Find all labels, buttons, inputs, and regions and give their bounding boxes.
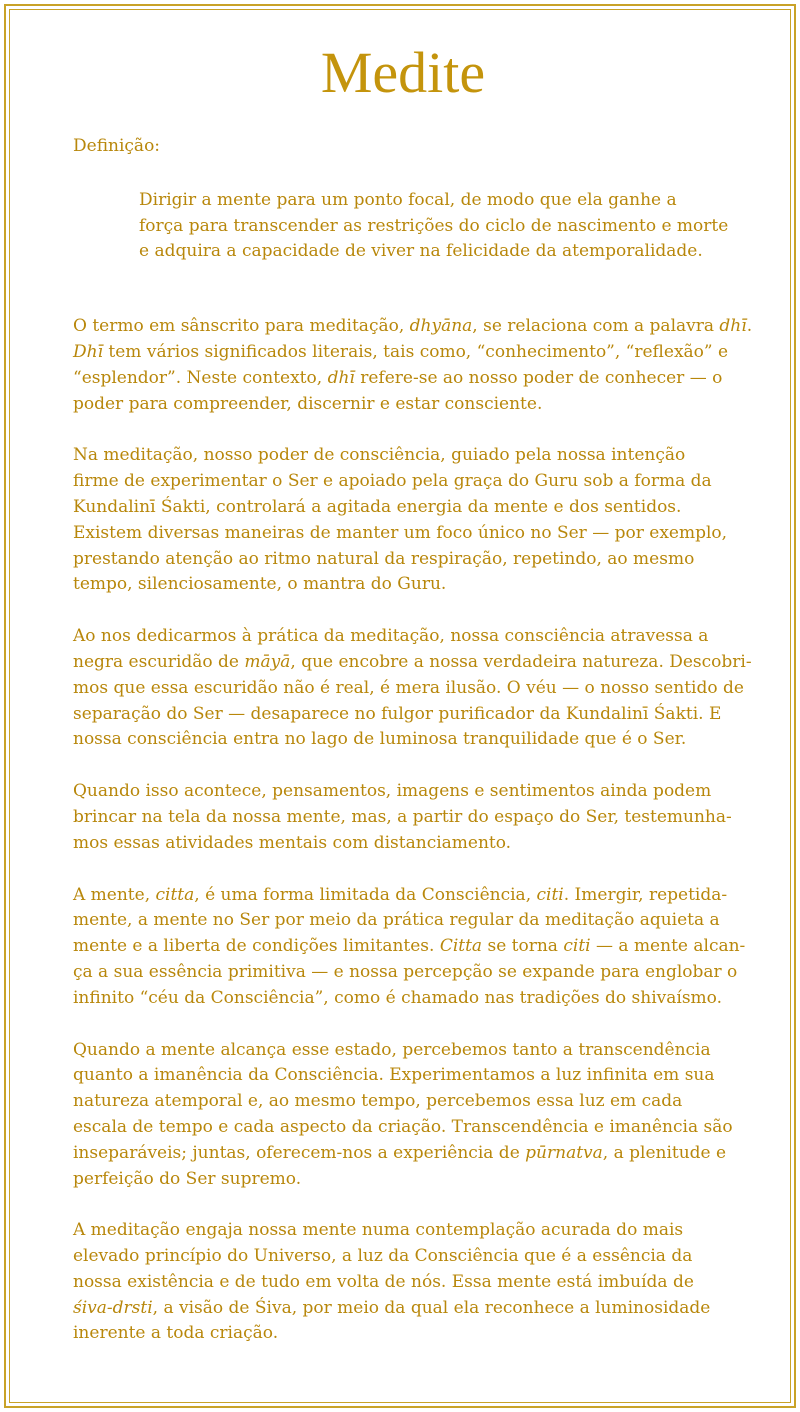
paragraph-line: Quando a mente alcança esse estado, percebemos tanto a transcendência: [73, 1039, 711, 1060]
paragraph-line: inseparáveis; juntas, oferecem-nos a experiência de pūrnatva, a plenitude e: [73, 1142, 727, 1163]
term-siva-drsti: śiva-drsti: [73, 1297, 153, 1318]
definition-label: Definição:: [73, 136, 161, 156]
paragraph-line: firme de experimentar o Ser e apoiado pela graça do Guru sob a forma da: [73, 471, 712, 492]
term-dhi: dhī: [327, 367, 355, 388]
paragraph-line: mos essas atividades mentais com distanciamento.: [73, 832, 512, 853]
paragraph-line: “esplendor”. Neste contexto, dhī refere-se ao nosso poder de conhecer — o: [73, 367, 723, 388]
paragraph-line: quanto a imanência da Consciência. Experimentamos a luz infinita em sua: [73, 1065, 715, 1086]
definition-text: [139, 188, 729, 265]
term-citta: citta: [155, 884, 195, 905]
paragraph-line: mos que essa escuridão não é real, é mera ilusão. O véu — o nosso sentido de: [73, 677, 744, 698]
paragraph-line: tempo, silenciosamente, o mantra do Guru.: [73, 574, 447, 595]
paragraph-maya: [73, 624, 752, 753]
paragraph-siva-drsti: [73, 1218, 733, 1347]
paragraph-line: śiva-drsti, a visão de Śiva, por meio da qual ela reconhece a luminosidade: [73, 1297, 711, 1318]
paragraph-transcendencia: [73, 1038, 733, 1193]
paragraph-line: poder para compreender, discernir e estar consciente.: [73, 393, 543, 414]
term-maya: māyā: [244, 651, 291, 672]
paragraph-line: A mente, citta, é uma forma limitada da Consciência, citi. Imergir, repetida-: [73, 884, 728, 905]
document-content: [73, 38, 753, 1373]
term-purnatva: pūrnatva: [525, 1142, 603, 1163]
paragraph-line: separação do Ser — desaparece no fulgor purificador da Kundalinī Śakti. E: [73, 703, 722, 724]
definition-line: força para transcender as restrições do ciclo de nascimento e morte: [139, 215, 729, 236]
paragraph-line: perfeição do Ser supremo.: [73, 1168, 302, 1189]
definition-line: e adquira a capacidade de viver na felicidade da atemporalidade.: [139, 241, 703, 262]
term-dhi: dhī: [719, 316, 747, 337]
paragraph-line: negra escuridão de māyā, que encobre a nossa verdadeira natureza. Descobri-: [73, 651, 752, 672]
paragraph-line: nossa existência e de tudo em volta de nós. Essa mente está imbuída de: [73, 1271, 694, 1292]
paragraph-line: infinito “céu da Consciência”, como é chamado nas tradições do shivaísmo.: [73, 987, 723, 1008]
paragraph-line: ça a sua essência primitiva — e nossa percepção se expande para englobar o: [73, 961, 738, 982]
paragraph-line: A meditação engaja nossa mente numa contemplação acurada do mais: [73, 1220, 684, 1241]
paragraph-dhyana: [73, 314, 753, 417]
term-dhi: Dhī: [73, 341, 104, 362]
paragraph-line: mente e a liberta de condições limitantes. Citta se torna citi — a mente alcan-: [73, 936, 746, 957]
paragraph-line: Ao nos dedicarmos à prática da meditação, nossa consciência atravessa a: [73, 626, 709, 647]
paragraph-testemunha: [73, 779, 733, 856]
paragraph-line: prestando atenção ao ritmo natural da respiração, repetindo, ao mesmo: [73, 548, 695, 569]
definition-line: Dirigir a mente para um ponto focal, de modo que ela ganhe a: [139, 189, 677, 210]
page-title: Medite: [320, 40, 486, 105]
paragraph-line: Dhī tem vários significados literais, tais como, “conhecimento”, “reflexão” e: [73, 341, 729, 362]
paragraph-consciencia: [73, 443, 733, 598]
paragraph-line: nossa consciência entra no lago de luminosa tranquilidade que é o Ser.: [73, 729, 687, 750]
paragraph-line: natureza atemporal e, ao mesmo tempo, percebemos essa luz em cada: [73, 1091, 683, 1112]
term-dhyana: dhyāna: [409, 316, 473, 337]
paragraph-line: Na meditação, nosso poder de consciência, guiado pela nossa intenção: [73, 445, 686, 466]
paragraph-line: Kundalinī Śakti, controlará a agitada energia da mente e dos sentidos.: [73, 496, 682, 517]
paragraph-line: mente, a mente no Ser por meio da prática regular da meditação aquieta a: [73, 910, 720, 931]
paragraph-line: Quando isso acontece, pensamentos, imagens e sentimentos ainda podem: [73, 781, 712, 802]
paragraph-citta: [73, 883, 746, 1012]
paragraph-line: escala de tempo e cada aspecto da criação. Transcendência e imanência são: [73, 1116, 733, 1137]
paragraph-line: inerente a toda criação.: [73, 1323, 279, 1344]
paragraph-line: O termo em sânscrito para meditação, dhyāna, se relaciona com a palavra dhī.: [73, 316, 753, 337]
paragraph-line: elevado princípio do Universo, a luz da Consciência que é a essência da: [73, 1246, 693, 1267]
paragraph-line: brincar na tela da nossa mente, mas, a partir do espaço do Ser, testemunha-: [73, 806, 732, 827]
paragraph-line: Existem diversas maneiras de manter um foco único no Ser — por exemplo,: [73, 522, 728, 543]
term-citi: citi: [536, 884, 564, 905]
term-citta: Citta: [439, 936, 483, 957]
term-citi: citi: [563, 936, 591, 957]
